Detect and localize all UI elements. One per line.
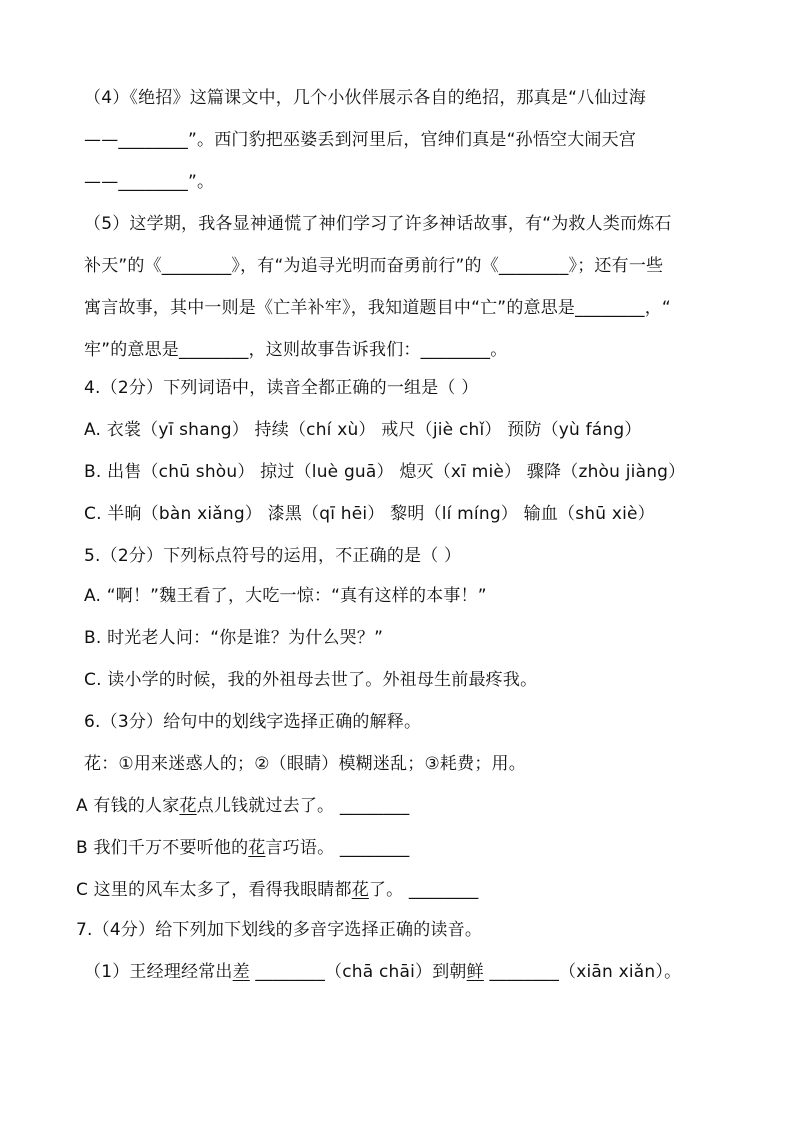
q4-option-a: A. 衣裳（yī shang） 持续（chí xù） 戒尺（jiè chǐ） 预防（yù fáng） — [84, 420, 642, 440]
q6-item-b-after: 言巧语。 ________ — [265, 838, 410, 858]
q-part4-line2: ——________”。西门豹把巫婆丢到河里后，官绅们真是“孙悟空大闹天宫 — [84, 130, 637, 150]
q-part5-line4: 牢”的意思是________，这则故事告诉我们：________。 — [84, 340, 508, 360]
q6-item-b — [76, 836, 410, 860]
q5-title: 5.（2分）下列标点符号的运用，不正确的是（ ） — [84, 546, 462, 566]
q6-item-c — [76, 878, 479, 902]
q7-part1-char1: 差 — [232, 962, 250, 982]
q5-option-c: C. 读小学的时候，我的外祖母去世了。外祖母生前最疼我。 — [84, 670, 538, 690]
q4-title: 4.（2分）下列词语中，读音全都正确的一组是（ ） — [84, 378, 479, 398]
q-part5-line3: 寓言故事，其中一则是《亡羊补牢》，我知道题目中“亡”的意思是________，“ — [84, 298, 671, 318]
q7-title: 7.（4分）给下列加下划线的多音字选择正确的读音。 — [76, 920, 483, 940]
q5-option-b: B. 时光老人问：“你是谁？为什么哭？” — [84, 628, 384, 648]
q-part5-line1: （5）这学期，我各显神通慌了神们学习了许多神话故事，有“为救人类而炼石 — [84, 214, 672, 234]
q7-part1-char2: 鲜 — [466, 962, 484, 982]
q6-item-a-after: 点儿钱就过去了。 ________ — [196, 796, 410, 816]
q6-item-b-char: 花 — [248, 838, 266, 858]
q7-part1-text3: ________（xiān xiǎn）。 — [483, 962, 682, 982]
q6-item-a-char: 花 — [179, 796, 197, 816]
q6-item-b-before: B 我们千万不要听他的 — [76, 838, 249, 858]
q-part4-line1: （4）《绝招》这篇课文中，几个小伙伴展示各自的绝招，那真是“八仙过海 — [84, 88, 646, 108]
q7-part1-text1: （1）王经理经常出 — [84, 962, 233, 982]
q7-part1-text2: ________（chā chāi）到朝 — [249, 962, 467, 982]
q-part4-line3: ——________”。 — [84, 172, 215, 192]
q4-option-c: C. 半晌（bàn xiǎng） 漆黑（qī hēi） 黎明（lí míng） 输血（shū xiè） — [84, 504, 655, 524]
q6-title: 6.（3分）给句中的划线字选择正确的解释。 — [84, 712, 422, 732]
q6-definitions: 花：①用来迷惑人的；②（眼睛）模糊迷乱；③耗费；用。 — [84, 754, 526, 774]
q6-item-c-before: C 这里的风车太多了，看得我眼睛都 — [76, 880, 352, 900]
q6-item-c-after: 了。 ________ — [368, 880, 479, 900]
q6-item-a-before: A 有钱的人家 — [76, 796, 180, 816]
q5-option-a: A. “啊！”魏王看了，大吃一惊：“真有这样的本事！” — [84, 586, 487, 606]
q6-item-a — [76, 794, 409, 818]
q-part5-line2: 补天”的《________》，有“为追寻光明而奋勇前行”的《________》；还有一些 — [84, 256, 664, 276]
q4-option-b: B. 出售（chū shòu） 掠过（luè guā） 熄灭（xī miè） 骤降（zhòu jiàng） — [84, 462, 686, 482]
q7-part1 — [84, 960, 681, 984]
q6-item-c-char: 花 — [351, 880, 369, 900]
